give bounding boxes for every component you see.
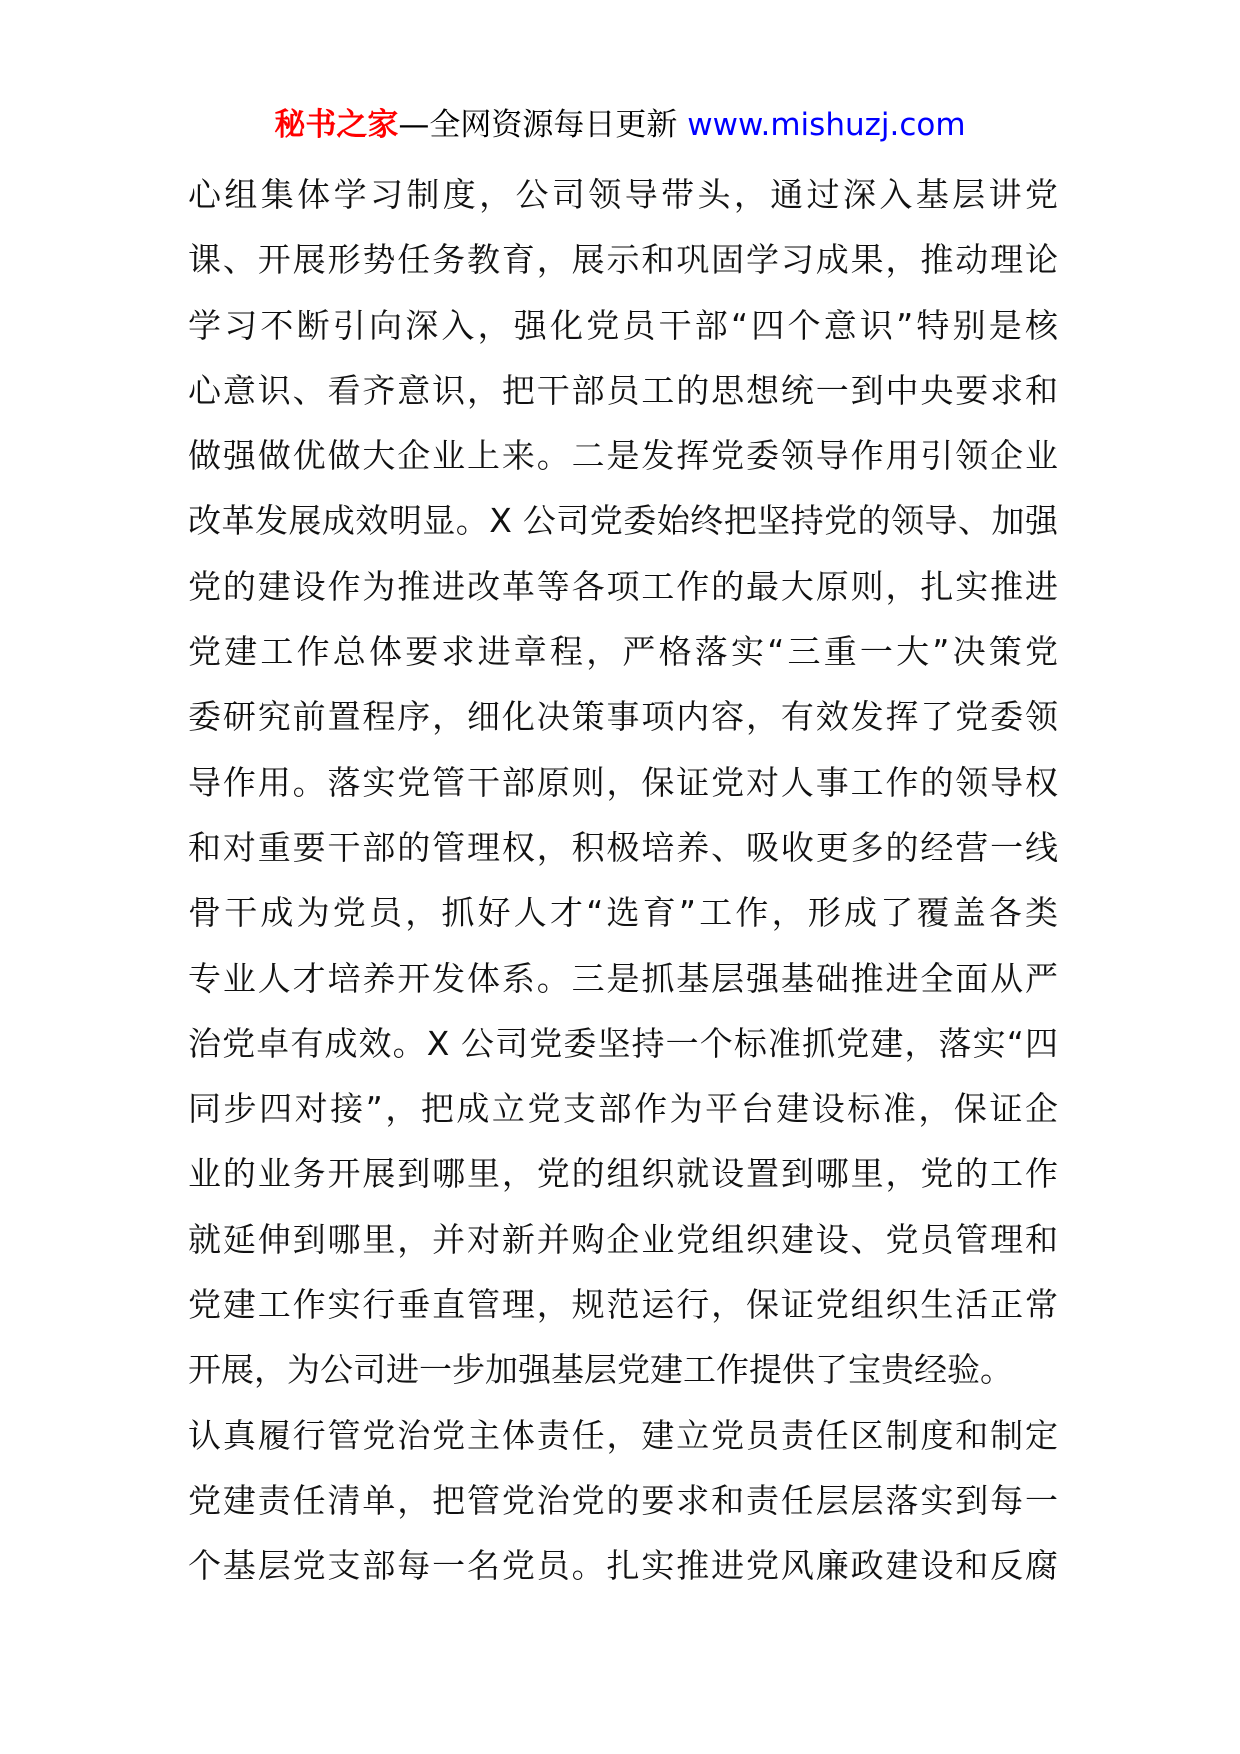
body-line: 改革发展成效明显。X 公司党委始终把坚持党的领导、加强 xyxy=(188,501,1058,541)
body-line: 心组集体学习制度，公司领导带头，通过深入基层讲党 xyxy=(188,175,1058,214)
header-tagline: —全网资源每日更新 xyxy=(398,107,678,143)
body-line: 治党卓有成效。X 公司党委坚持一个标准抓党建，落实“四 xyxy=(188,1023,1058,1063)
body-line: 心意识、看齐意识，把干部员工的思想统一到中央要求和 xyxy=(188,370,1058,410)
site-url-link[interactable]: www.mishuzj.com xyxy=(687,107,966,143)
body-line: 委研究前置程序，细化决策事项内容，有效发挥了党委领 xyxy=(188,697,1058,737)
body-line: 党建工作总体要求进章程，严格落实“三重一大”决策党 xyxy=(188,632,1058,672)
site-header xyxy=(0,100,1240,150)
body-line: 骨干成为党员，抓好人才“选育”工作，形成了覆盖各类 xyxy=(188,893,1058,933)
body-line: 和对重要干部的管理权，积极培养、吸收更多的经营一线 xyxy=(188,827,1058,867)
body-line: 专业人才培养开发体系。三是抓基层强基础推进全面从严 xyxy=(188,958,1058,998)
body-line: 党建工作实行垂直管理，规范运行，保证党组织生活正常 xyxy=(188,1285,1058,1325)
body-line: 同步四对接”，把成立党支部作为平台建设标准，保证企 xyxy=(188,1089,1058,1129)
body-line: 党建责任清单，把管党治党的要求和责任层层落实到每一 xyxy=(188,1480,1058,1520)
document-body xyxy=(188,162,1058,1599)
body-line: 课、开展形势任务教育，展示和巩固学习成果，推动理论 xyxy=(188,240,1058,280)
body-line: 导作用。落实党管干部原则，保证党对人事工作的领导权 xyxy=(188,762,1058,802)
body-line: 做强做优做大企业上来。二是发挥党委领导作用引领企业 xyxy=(188,436,1058,476)
body-line: 个基层党支部每一名党员。扎实推进党风廉政建设和反腐 xyxy=(188,1546,1058,1586)
body-line: 就延伸到哪里，并对新并购企业党组织建设、党员管理和 xyxy=(188,1219,1058,1259)
body-line: 开展，为公司进一步加强基层党建工作提供了宝贵经验。 xyxy=(188,1350,1013,1390)
body-line: 业的业务开展到哪里，党的组织就设置到哪里，党的工作 xyxy=(188,1154,1058,1194)
body-line: 认真履行管党治党主体责任，建立党员责任区制度和制定 xyxy=(188,1415,1058,1455)
body-line: 学习不断引向深入，强化党员干部“四个意识”特别是核 xyxy=(188,305,1058,345)
brand-name: 秘书之家 xyxy=(274,107,399,143)
body-line: 党的建设作为推进改革等各项工作的最大原则，扎实推进 xyxy=(188,566,1058,606)
